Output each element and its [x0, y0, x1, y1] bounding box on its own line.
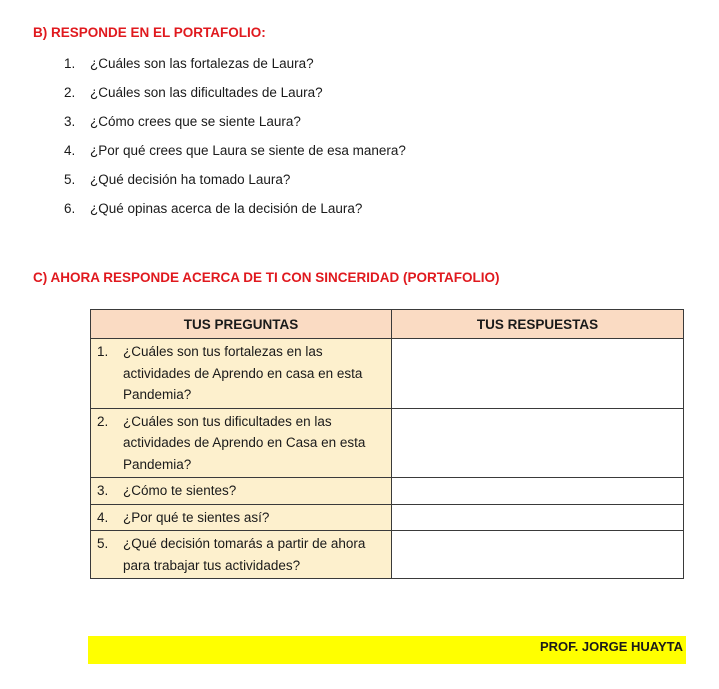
question-text: ¿Cuáles son las dificultades de Laura? — [90, 85, 323, 100]
question-number: 5. — [64, 172, 76, 187]
table-header-row — [91, 310, 684, 339]
answer-cell[interactable] — [392, 408, 684, 478]
section-c-heading: C) AHORA RESPONDE ACERCA DE TI CON SINCERIDAD (PORTAFOLIO) — [33, 270, 500, 285]
question-text: ¿Qué decisión tomarás a partir de ahora para trabajar tus actividades? — [123, 536, 366, 573]
question-text: ¿Cuáles son tus fortalezas en las actividades de Aprendo en casa en esta Pandemia? — [123, 344, 363, 402]
answer-cell[interactable] — [392, 478, 684, 505]
table-row — [91, 531, 684, 579]
question-cell — [91, 408, 392, 478]
question-text: ¿Qué decisión ha tomado Laura? — [90, 172, 291, 187]
section-b-question-list — [64, 55, 406, 229]
list-item — [64, 200, 406, 229]
question-text: ¿Por qué te sientes así? — [123, 509, 270, 525]
author-name: PROF. JORGE HUAYTA — [539, 639, 683, 654]
table-row — [91, 504, 684, 531]
question-text: ¿Por qué crees que Laura se siente de esa manera? — [90, 143, 406, 158]
question-number: 4. — [97, 509, 109, 525]
list-item — [64, 55, 406, 84]
author-footer — [88, 636, 686, 664]
question-text: ¿Cómo te sientes? — [123, 483, 237, 498]
header-answers: TUS RESPUESTAS — [392, 310, 684, 339]
table-row — [91, 408, 684, 478]
section-b-heading: B) RESPONDE EN EL PORTAFOLIO: — [33, 25, 266, 40]
list-item — [64, 142, 406, 171]
answer-cell[interactable] — [392, 531, 684, 579]
answer-cell[interactable] — [392, 339, 684, 409]
question-number: 1. — [64, 56, 76, 71]
question-number: 4. — [64, 143, 76, 158]
question-text: ¿Cómo crees que se siente Laura? — [90, 114, 301, 129]
question-text: ¿Qué opinas acerca de la decisión de Laura? — [90, 201, 363, 216]
question-number: 2. — [64, 85, 76, 100]
question-cell — [91, 478, 392, 505]
question-number: 3. — [64, 114, 76, 129]
header-questions: TUS PREGUNTAS — [91, 310, 392, 339]
question-number: 3. — [97, 483, 109, 498]
question-number: 2. — [97, 413, 109, 429]
question-number: 6. — [64, 201, 76, 216]
table-row — [91, 478, 684, 505]
question-text: ¿Cuáles son tus dificultades en las actividades de Aprendo en Casa en esta Pandemia? — [123, 413, 366, 472]
question-number: 5. — [97, 536, 109, 551]
list-item — [64, 171, 406, 200]
answer-cell[interactable] — [392, 504, 684, 531]
self-reflection-table — [90, 309, 684, 579]
question-cell — [91, 531, 392, 579]
question-text: ¿Cuáles son las fortalezas de Laura? — [90, 56, 314, 71]
list-item — [64, 84, 406, 113]
table-row — [91, 339, 684, 409]
question-cell — [91, 339, 392, 409]
question-cell — [91, 504, 392, 531]
list-item — [64, 113, 406, 142]
question-number: 1. — [97, 344, 109, 359]
